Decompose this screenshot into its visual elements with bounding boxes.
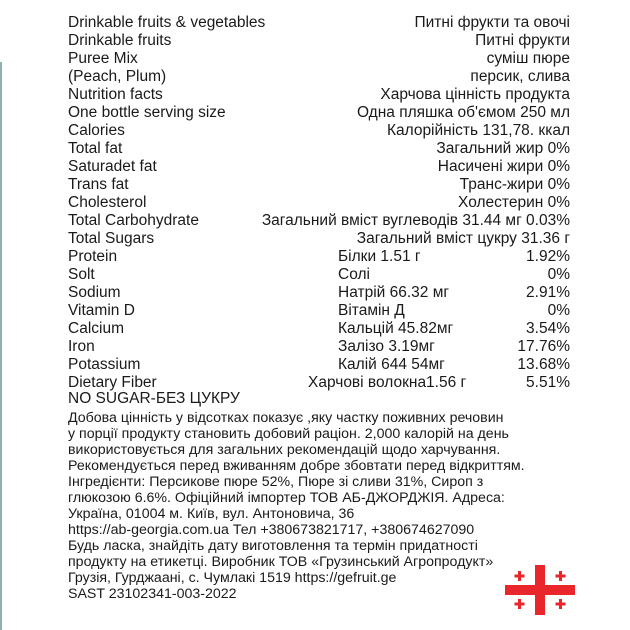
fact-ua: Харчова цінність продукта: [380, 86, 570, 103]
fact-en: Calcium: [68, 320, 124, 337]
fact-row: [68, 356, 570, 373]
fact-ua: Вітамін Д: [338, 302, 405, 319]
info-line: продукту на етикетці. Виробник ТОВ «Грузинський Агропродукт»: [68, 554, 494, 570]
fact-row: [68, 230, 570, 247]
info-line: Добова цінність у відсотках показує ,яку частку поживних речовин: [68, 410, 504, 426]
fact-ua: Транс-жири 0%: [459, 176, 570, 193]
fact-en: Cholesterol: [68, 194, 147, 211]
header-en-1: Drinkable fruits & vegetables: [68, 14, 266, 31]
info-line: Грузія, Гурджаані, с. Чумлакі 1519 https://gefruit.ge: [68, 570, 397, 586]
fact-en: One bottle serving size: [68, 104, 226, 121]
fact-row: [68, 194, 570, 211]
fact-row: [68, 266, 570, 283]
fact-percent: 5.51%: [526, 374, 570, 391]
fact-en: Iron: [68, 338, 95, 355]
fact-ua: Одна пляшка об'ємом 250 мл: [356, 104, 570, 121]
fact-ua: Загальний жир 0%: [436, 140, 570, 157]
header-en-2: Drinkable fruits: [68, 32, 172, 49]
fact-ua: Кальцій 45.82мг: [338, 320, 454, 337]
header-ua-4: персик, слива: [470, 68, 570, 85]
info-line: Інгредієнти: Персикове пюре 52%, Пюре зі сливи 31%, Сироп з: [68, 474, 484, 490]
fact-en: Total fat: [68, 140, 123, 157]
header-row-4: [68, 68, 570, 85]
header-en-4: (Peach, Plum): [68, 68, 167, 85]
header-row-3: [68, 50, 570, 67]
info-line: у порції продукту становить добовий раціон. 2,000 калорій на день: [68, 426, 509, 442]
fact-en: Potassium: [68, 356, 141, 373]
fact-row: [68, 104, 570, 121]
fact-percent: 2.91%: [526, 284, 570, 301]
no-sugar-label: NO SUGAR-БЕЗ ЦУКРУ: [68, 390, 240, 407]
info-line: Будь ласка, знайдіть дату виготовлення та термін придатності: [68, 538, 478, 554]
info-line: https://ab-georgia.com.ua Тел +380673821717, +380674627090: [68, 522, 475, 538]
fact-ua: Солі: [338, 266, 370, 283]
fact-en: Saturadet fat: [68, 158, 157, 175]
fact-ua: Загальний вміст цукру 31.36 г: [356, 230, 570, 247]
fact-percent: 13.68%: [517, 356, 570, 373]
fact-ua: Натрій 66.32 мг: [338, 284, 450, 301]
info-line: Рекомендується перед вживанням добре збовтати перед відкриттям.: [68, 458, 525, 474]
fact-percent: 3.54%: [526, 320, 570, 337]
info-line: SAST 23102341-003-2022: [68, 586, 237, 602]
info-line: використовується для загальних рекомендацій щодо харчування.: [68, 442, 501, 458]
fact-ua: Загальний вміст вуглеводів 31.44 мг 0.03%: [261, 212, 570, 229]
fact-en: Sodium: [68, 284, 121, 301]
header-ua-2: Питні фрукти: [475, 32, 570, 49]
fact-row: [68, 248, 570, 265]
header-ua-1: Питні фрукти та овочі: [414, 14, 570, 31]
fact-en: Nutrition facts: [68, 86, 163, 103]
fact-ua: Білки 1.51 г: [338, 248, 421, 265]
header-ua-3: суміш пюре: [486, 50, 570, 67]
georgian-flag-icon: [505, 565, 575, 615]
fact-en: Protein: [68, 248, 118, 265]
fact-row: [68, 176, 570, 193]
nutrition-label: [60, 12, 580, 624]
fact-en: Calories: [68, 122, 125, 139]
header-row-2: [68, 32, 570, 49]
fact-row: [68, 284, 570, 301]
fact-ua: Калій 644 54мг: [338, 356, 445, 373]
fact-row: [68, 338, 570, 355]
fact-ua: Холестерин 0%: [458, 194, 570, 211]
info-line: Україна, 01004 м. Київ, вул. Антоновича, 36: [68, 506, 355, 522]
fact-en: Solt: [68, 266, 95, 283]
fact-row: [68, 212, 570, 229]
fact-row: [68, 140, 570, 157]
fact-percent: 17.76%: [517, 338, 570, 355]
fact-row: [68, 302, 570, 319]
fact-row: [68, 158, 570, 175]
fact-row: [68, 122, 570, 139]
fact-en: Total Carbohydrate: [68, 212, 199, 229]
header-row-1: [68, 14, 570, 31]
fact-ua: Залізо 3.19мг: [338, 338, 435, 355]
fact-ua: Насичені жири 0%: [437, 158, 570, 175]
fact-en: Total Sugars: [68, 230, 155, 247]
fact-ua: Калорійність 131,78. ккал: [386, 122, 570, 139]
info-line: глюкозою 6.6%. Офіційний імпортер ТОВ АБ-ДЖОРДЖІЯ. Адреса:: [68, 490, 505, 506]
label-edge-line: [0, 62, 2, 630]
fact-row: [68, 320, 570, 337]
fact-en: Dietary Fiber: [68, 374, 157, 391]
no-sugar-row: [68, 390, 570, 407]
fact-percent: 0%: [547, 302, 570, 319]
fact-en: Trans fat: [68, 176, 129, 193]
header-en-3: Puree Mix: [68, 50, 138, 67]
fact-percent: 0%: [547, 266, 570, 283]
fact-row: [68, 374, 570, 391]
fact-row: [68, 86, 570, 103]
fact-percent: 1.92%: [526, 248, 570, 265]
fact-ua: Харчові волокна1.56 г: [308, 374, 467, 391]
fact-en: Vitamin D: [68, 302, 135, 319]
